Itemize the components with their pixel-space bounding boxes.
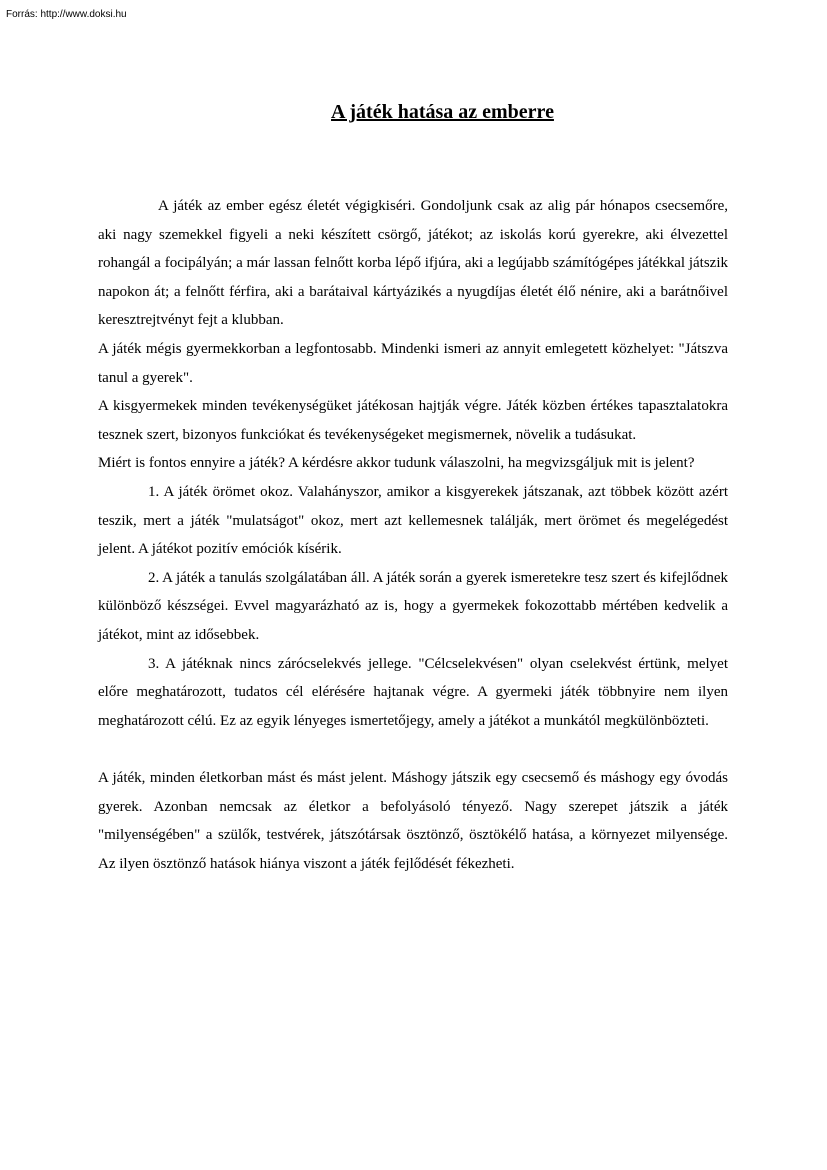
paragraph-spacer xyxy=(98,735,728,764)
source-label: Forrás: http://www.doksi.hu xyxy=(6,9,127,20)
page-title: A játék hatása az emberre xyxy=(331,101,554,123)
list-item-goal: 3. A játéknak nincs zárócselekvés jellege. "Célcselekvésen" olyan cselekvést értünk, melyet előre meghatározott, tudatos cél elérésére hajtanak végre. A gyermeki játék többnyire nem ilyen meghatározott célú. Ez az egyik lényeges ismertetőjegy, amely a játékot a munkától megkülönbözteti. xyxy=(98,655,728,729)
document-body xyxy=(98,192,728,879)
list-item-learning: 2. A játék a tanulás szolgálatában áll. A játék során a gyerek ismeretekre tesz szert és kifejlődnek különböző készségei. Evvel magyarázható az is, hogy a gyermekek fokozottabb mértében kedvelik a játékot, mint az idősebbek. xyxy=(98,569,728,643)
paragraph-intro: A játék az ember egész életét végigkiséri. Gondoljunk csak az alig pár hónapos csecsemőre, aki nagy szemekkel figyeli a neki készített csörgő, játékot; az iskolás korú gyerekre, aki élvezettel rohangál a focipályán; a már lassan felnőtt korba lépő ifjúra, aki a legújabb számítógépes játékkal játszik napokon át; a felnőtt férfira, aki a barátaival kártyázikés a nyugdíjas életét élő nénire, aki a barátnőivel keresztrejtvényt fejt a klubban. xyxy=(98,198,728,329)
paragraph-question: Miért is fontos ennyire a játék? A kérdésre akkor tudunk válaszolni, ha megvizsgáljuk mit is jelent? xyxy=(98,455,695,472)
paragraph-playful-activities: A kisgyermekek minden tevékenységüket játékosan hajtják végre. Játék közben értékes tapasztalatokra tesznek szert, bizonyos funkciókat és tevékenységeket megismernek, növelik a tudásukat. xyxy=(98,398,728,443)
paragraph-age-factors: A játék, minden életkorban mást és mást jelent. Máshogy játszik egy csecsemő és máshogy egy óvodás gyerek. Azonban nemcsak az életkor a befolyásoló tényező. Nagy szerepet játszik a játék "milyenségében" a szülők, testvérek, játszótársak ösztönző, ösztökélő hatása, a környezet milyensége. Az ilyen ösztönző hatások hiánya viszont a játék fejlődését fékezheti. xyxy=(98,770,728,873)
paragraph-childhood: A játék mégis gyermekkorban a legfontosabb. Mindenki ismeri az annyit emlegetett közhelyet: "Játszva tanul a gyerek". xyxy=(98,340,728,386)
list-item-joy: 1. A játék örömet okoz. Valahányszor, amikor a kisgyerekek játszanak, azt többek között azért teszik, mert a játék "mulatságot" okoz, mert azt kellemesnek találják, mert örömet és megelégedést jelent. A játékot pozitív emóciók kísérik. xyxy=(98,483,728,558)
